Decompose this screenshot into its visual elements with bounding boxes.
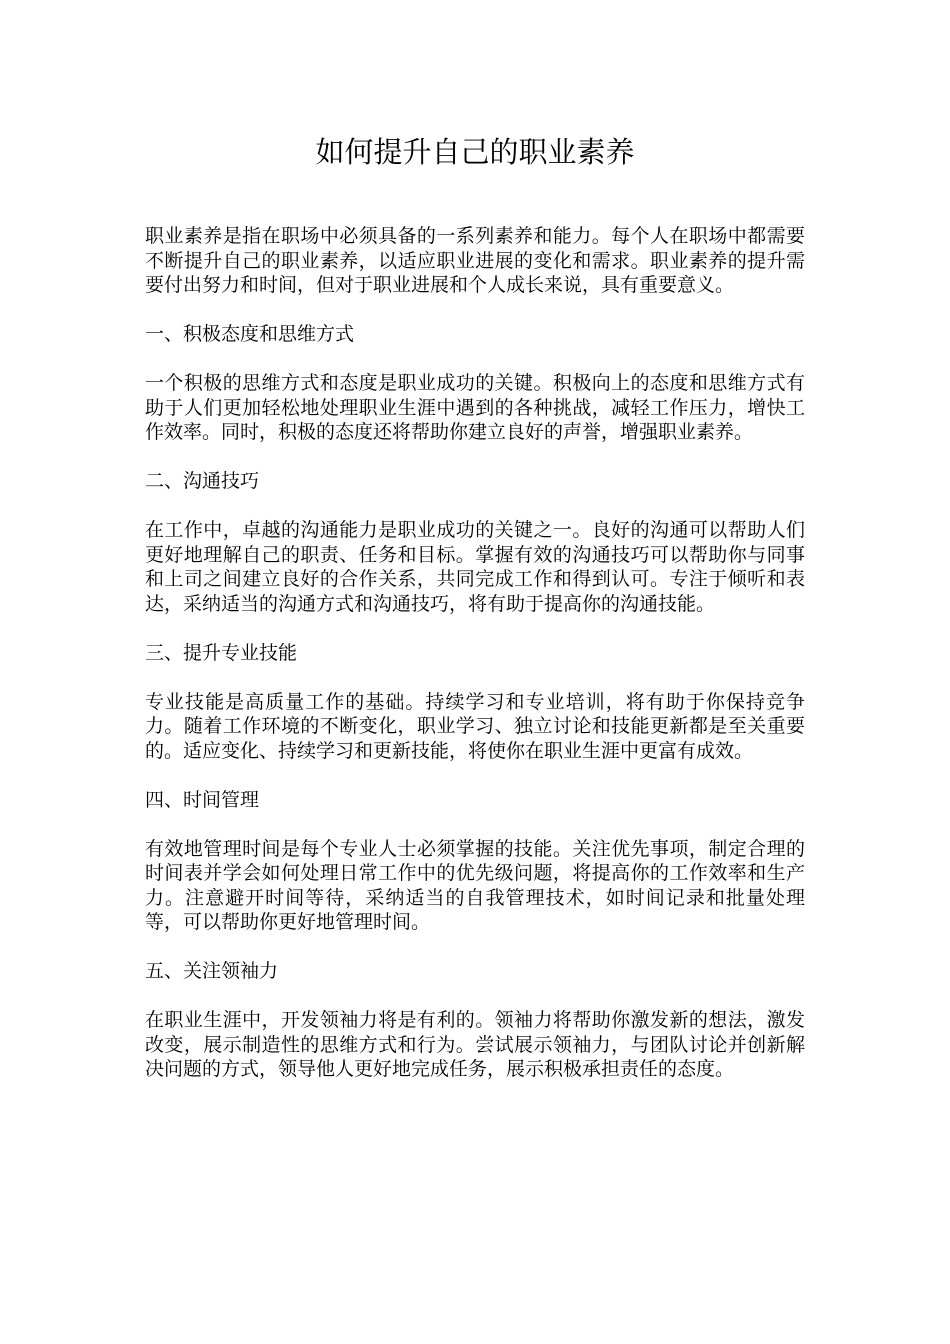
section-body-skills: 专业技能是高质量工作的基础。持续学习和专业培训，将有助于你保持竞争力。随着工作环境的不断变化，职业学习、独立讨论和技能更新都是至关重要的。适应变化、持续学习和更新技能，将使你在职业生涯中更富有成效。 (145, 690, 805, 762)
section-heading-time-management: 四、时间管理 (145, 788, 260, 811)
section-body-time-management: 有效地管理时间是每个专业人士必须掌握的技能。关注优先事项，制定合理的时间表并学会如何处理日常工作中的优先级问题，将提高你的工作效率和生产力。注意避开时间等待，采纳适当的自我管理技术，如时间记录和批量处理等，可以帮助你更好地管理时间。 (145, 837, 805, 933)
section-heading-leadership: 五、关注领袖力 (145, 960, 279, 982)
section-heading-skills: 三、提升专业技能 (145, 641, 298, 664)
section-heading-attitude: 一、积极态度和思维方式 (145, 323, 355, 345)
section-body-communication: 在工作中，卓越的沟通能力是职业成功的关键之一。良好的沟通可以帮助人们更好地理解自己的职责、任务和目标。掌握有效的沟通技巧可以帮助你与同事和上司之间建立良好的合作关系，共同完成工作和得到认可。专注于倾听和表达，采纳适当的沟通方式和沟通技巧，将有助于提高你的沟通技能。 (145, 519, 805, 615)
section-heading-communication: 二、沟通技巧 (145, 470, 260, 492)
document-body (145, 224, 805, 1106)
intro-paragraph: 职业素养是指在职场中必须具备的一系列素养和能力。每个人在职场中都需要不断提升自己的职业素养，以适应职业进展的变化和需求。职业素养的提升需要付出努力和时间，但对于职业进展和个人成长来说，具有重要意义。 (145, 225, 805, 296)
document-title: 如何提升自己的职业素养 (315, 135, 635, 169)
section-body-attitude: 一个积极的思维方式和态度是职业成功的关键。积极向上的态度和思维方式有助于人们更加轻松地处理职业生涯中遇到的各种挑战，减轻工作压力，增快工作效率。同时，积极的态度还将帮助你建立良好的声誉，增强职业素养。 (145, 372, 805, 443)
section-body-leadership: 在职业生涯中，开发领袖力将是有利的。领袖力将帮助你激发新的想法，激发改变，展示制造性的思维方式和行为。尝试展示领袖力，与团队讨论并创新解决问题的方式，领导他人更好地完成任务，展示积极承担责任的态度。 (145, 1009, 805, 1080)
